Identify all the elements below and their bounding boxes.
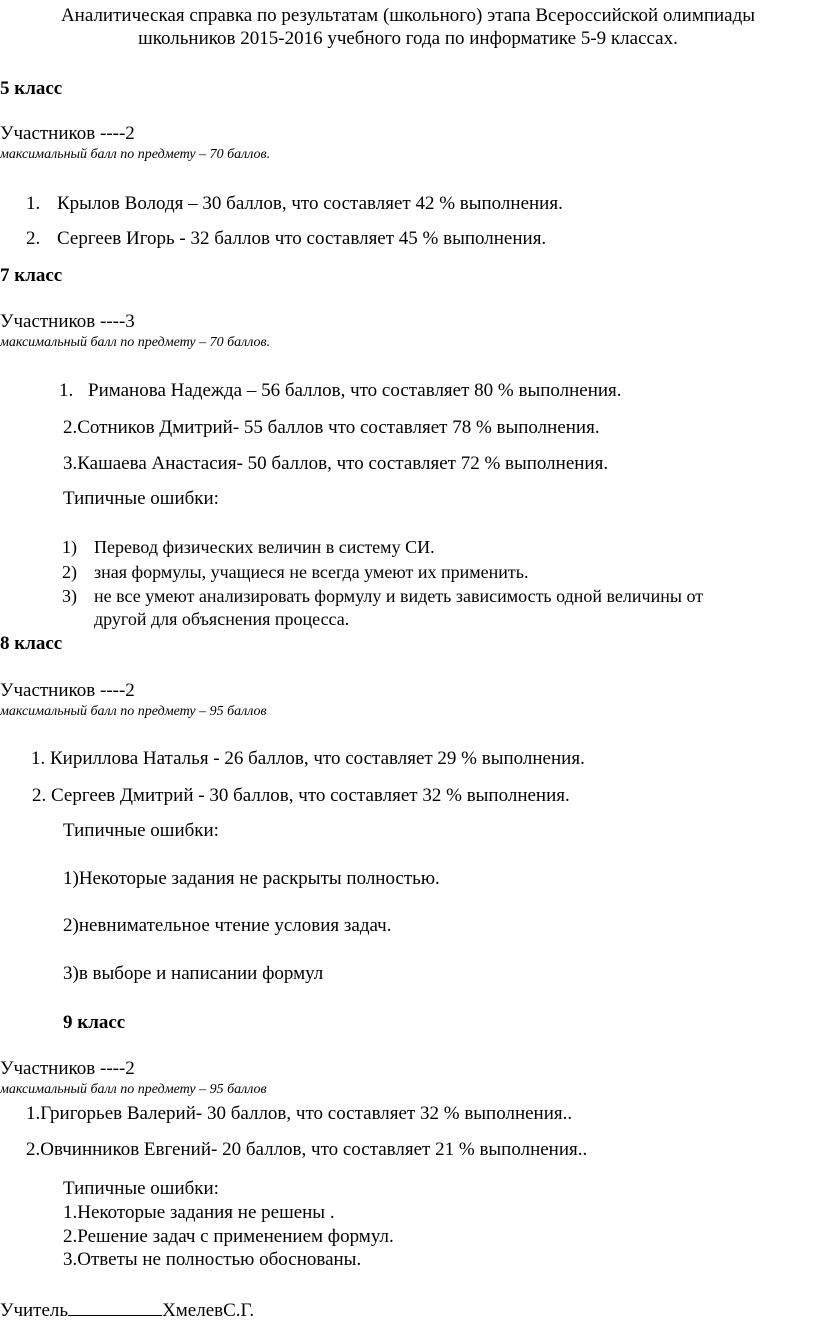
grade-8-errors-heading: Типичные ошибки:	[63, 820, 219, 841]
grade-8-error-item: 1)Некоторые задания не раскрыты полностью.	[63, 868, 440, 889]
grade-5-result-item	[26, 229, 546, 248]
document-title-line-2: школьников 2015-2016 учебного года по информатике 5-9 классах.	[138, 28, 678, 49]
grade-7-error-item	[62, 587, 703, 605]
signature-label: Учитель	[0, 1300, 69, 1321]
grade-5-max-score: максимальный балл по предмету – 70 баллов.	[0, 147, 271, 162]
grade-7-result-item: 3.Кашаева Анастасия- 50 баллов, что составляет 72 % выполнения.	[63, 453, 609, 474]
grade-9-result-item: 1.Григорьев Валерий- 30 баллов, что составляет 32 % выполнения..	[26, 1103, 573, 1124]
grade-9-error-item: 1.Некоторые задания не решены .	[63, 1202, 335, 1223]
result-text: Риманова Надежда – 56 баллов, что составляет 80 % выполнения.	[88, 380, 622, 401]
result-text: Сергеев Игорь - 32 баллов что составляет 45 % выполнения.	[57, 228, 547, 249]
grade-9-result-item: 2.Овчинников Евгений- 20 баллов, что составляет 21 % выполнения..	[26, 1139, 588, 1160]
grade-7-error-item	[62, 563, 529, 581]
grade-7-result-item: 2.Сотников Дмитрий- 55 баллов что составляет 78 % выполнения.	[63, 417, 600, 438]
grade-9-errors-heading: Типичные ошибки:	[63, 1178, 219, 1199]
list-number: 1.	[26, 193, 41, 214]
grade-5-participants: Участников ----2	[0, 123, 135, 144]
result-text: Крылов Володя – 30 баллов, что составляет 42 % выполнения.	[57, 193, 563, 214]
grade-8-error-item: 2)невнимательное чтение условия задач.	[63, 915, 392, 936]
grade-9-participants: Участников ----2	[0, 1058, 135, 1079]
grade-8-error-item: 3)в выборе и написании формул	[63, 963, 324, 984]
grade-7-max-score: максимальный балл по предмету – 70 баллов.	[0, 335, 271, 350]
grade-8-result-item: 2. Сергеев Дмитрий - 30 баллов, что составляет 32 % выполнения.	[32, 785, 570, 806]
teacher-signature	[0, 1298, 254, 1320]
grade-8-participants: Участников ----2	[0, 680, 135, 701]
grade-7-errors-heading: Типичные ошибки:	[63, 488, 219, 509]
list-number: 2.	[26, 228, 41, 249]
grade-8-heading: 8 класс	[0, 633, 63, 654]
grade-7-error-item	[62, 538, 435, 556]
grade-7-error-item-continuation: другой для объяснения процесса.	[94, 609, 350, 629]
grade-8-result-item: 1. Кириллова Наталья - 26 баллов, что составляет 29 % выполнения.	[31, 748, 585, 769]
list-number: 2)	[62, 562, 77, 582]
grade-7-participants: Участников ----3	[0, 311, 135, 332]
grade-8-max-score: максимальный балл по предмету – 95 баллов	[0, 704, 267, 719]
list-number: 3)	[62, 586, 77, 606]
grade-9-max-score: максимальный балл по предмету – 95 баллов	[0, 1082, 267, 1097]
document-title-line-1: Аналитическая справка по результатам (школьного) этапа Всероссийской олимпиады	[60, 5, 756, 26]
list-number: 1)	[62, 537, 77, 557]
grade-5-result-item	[26, 194, 563, 213]
grade-7-result-item	[59, 381, 622, 400]
error-text: Перевод физических величин в систему СИ.	[94, 537, 435, 557]
grade-9-error-item: 2.Решение задач с применением формул.	[63, 1226, 394, 1247]
signature-line	[68, 1298, 162, 1316]
grade-9-heading: 9 класс	[63, 1012, 126, 1033]
error-text: зная формулы, учащиеся не всегда умеют их применить.	[94, 562, 529, 582]
list-number: 1.	[59, 380, 74, 401]
grade-9-error-item: 3.Ответы не полностью обоснованы.	[63, 1249, 362, 1270]
teacher-name: ХмелевС.Г.	[162, 1300, 255, 1321]
grade-5-heading: 5 класс	[0, 78, 63, 99]
error-text: не все умеют анализировать формулу и видеть зависимость одной величины от	[94, 586, 704, 606]
grade-7-heading: 7 класс	[0, 265, 63, 286]
